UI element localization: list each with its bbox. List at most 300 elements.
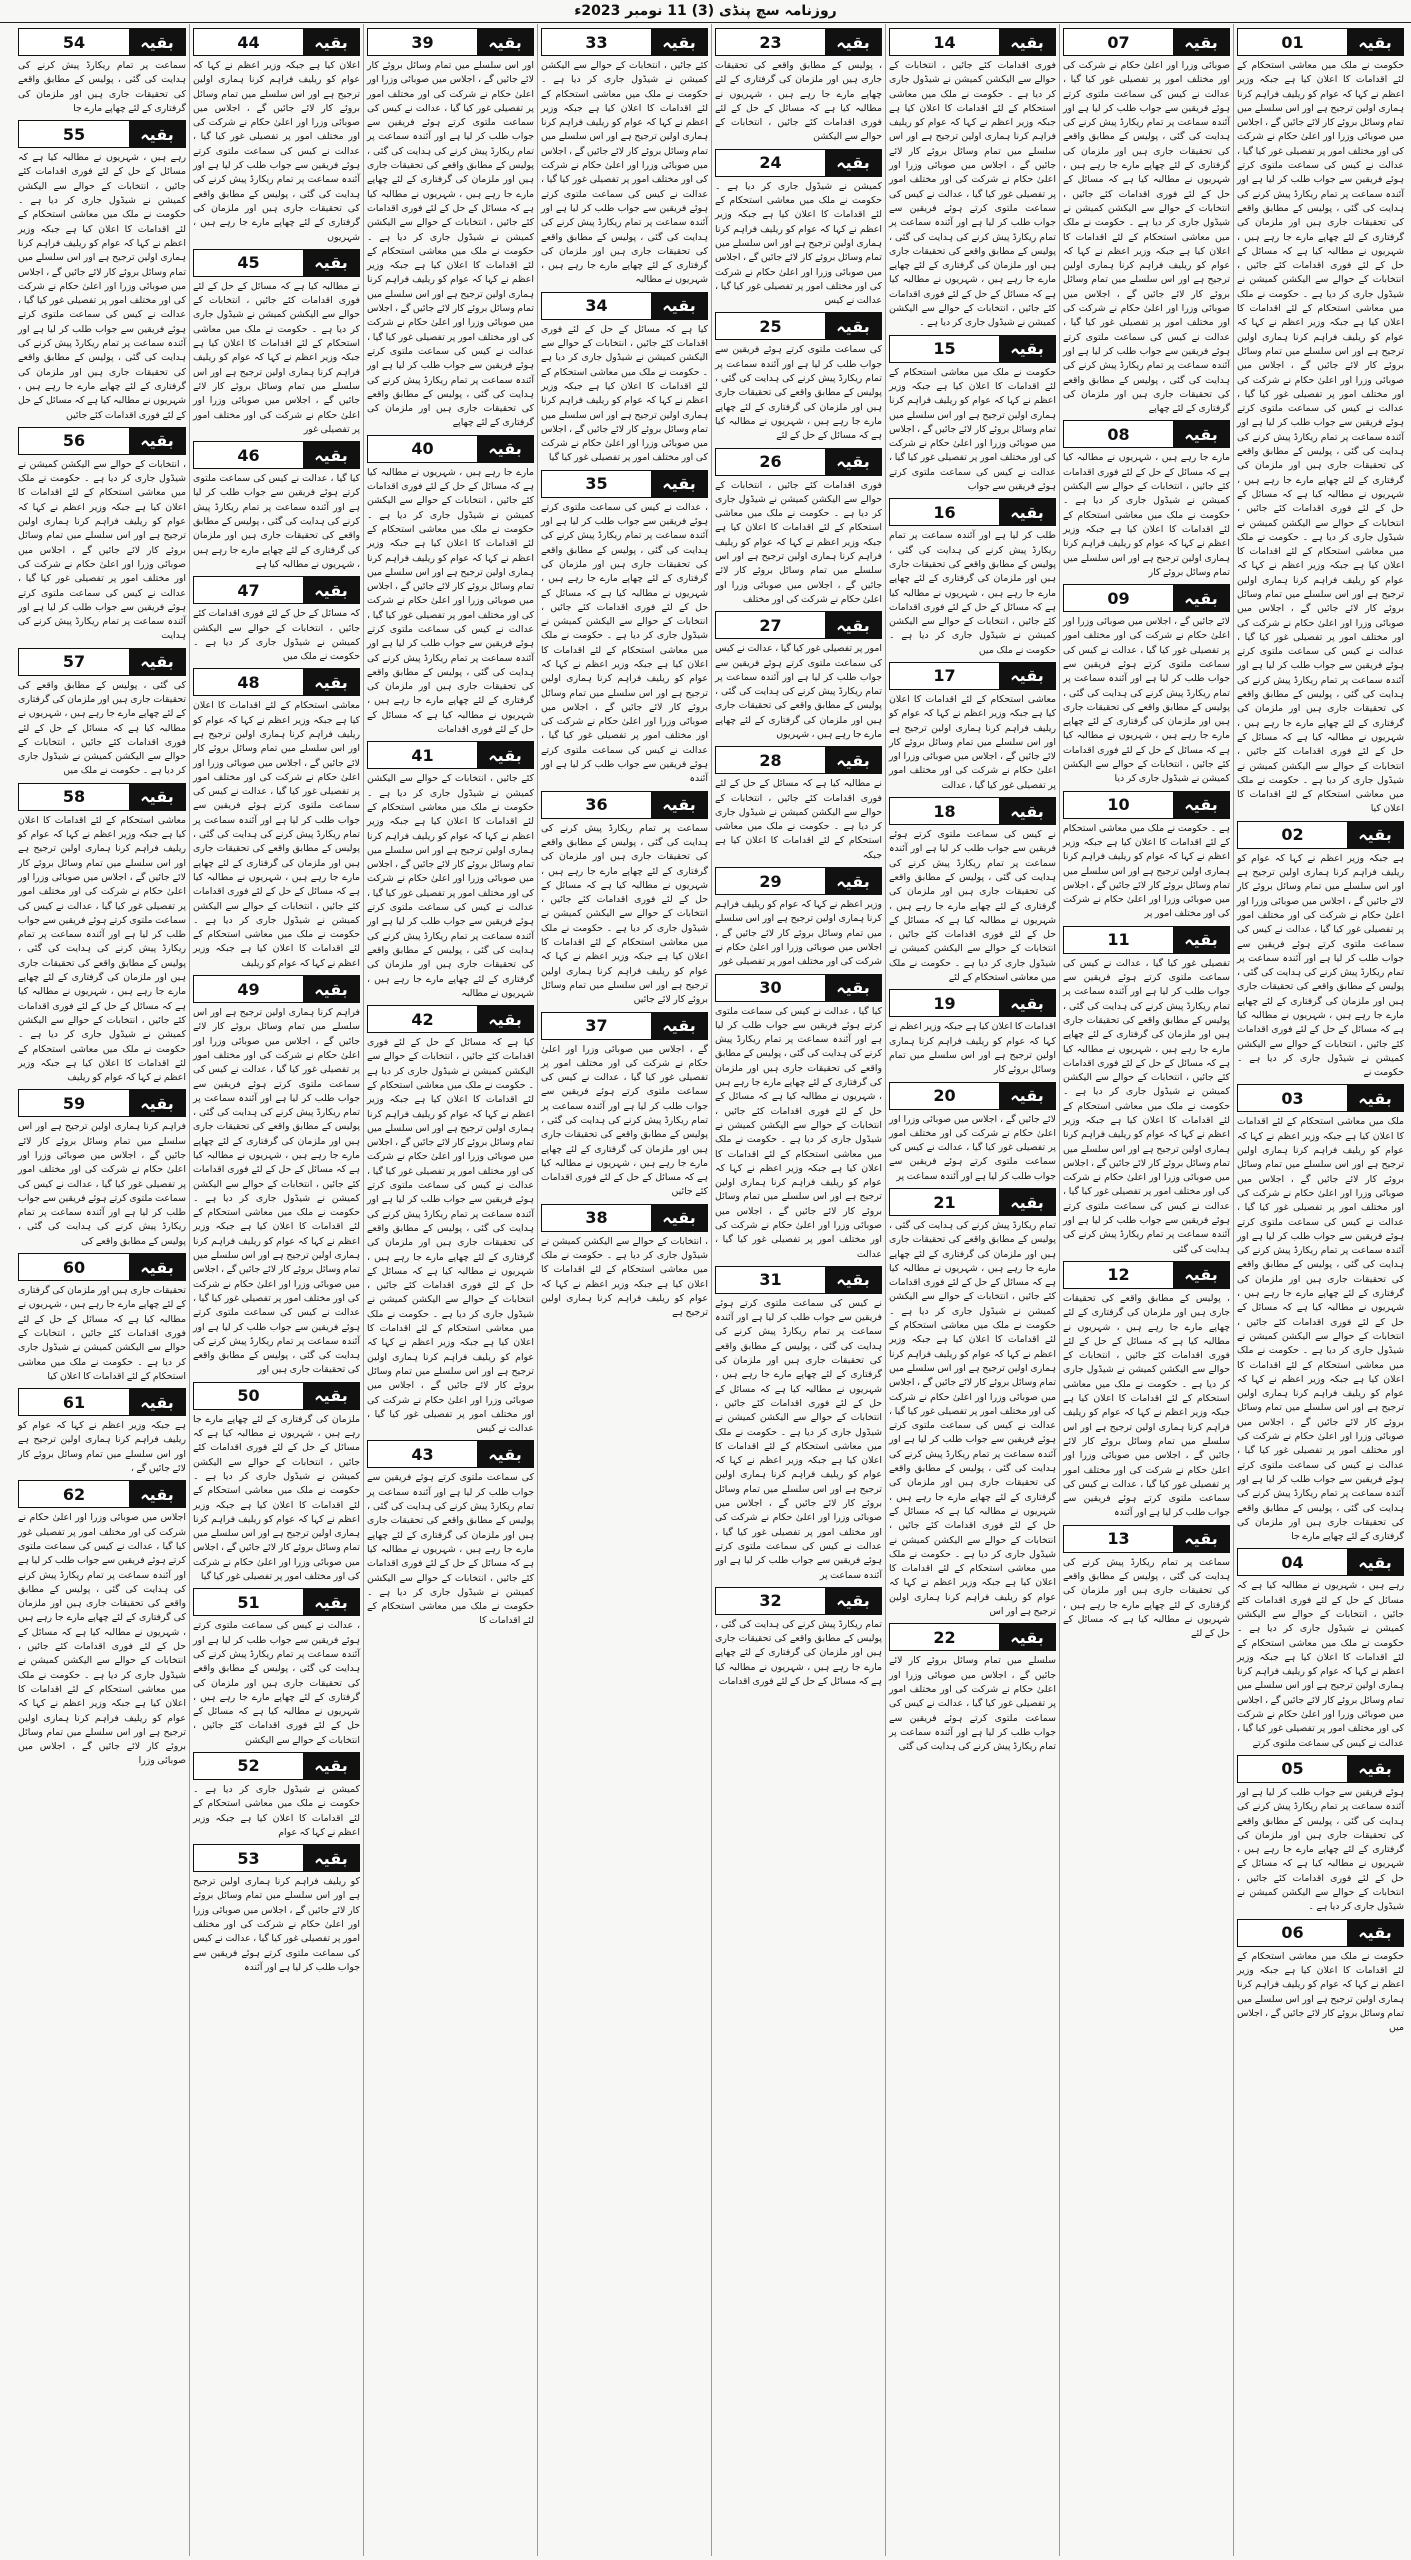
continuation-number: 61	[62, 1392, 86, 1412]
continuation-number: 54	[62, 32, 86, 52]
masthead	[0, 0, 1411, 23]
continuation-number: 52	[237, 1756, 260, 1776]
continuation-block-33	[541, 28, 708, 288]
continuation-header	[193, 1752, 360, 1780]
article-text: ، انتخابات کے حوالے سے الیکشن کمیشن نے شیڈول جاری کر دیا ہے ۔ حکومت نے ملک میں معاشی استحکام کے لئے اقدامات کا اعلان کیا ہے جبکہ وزیر اعظم نے کہا کہ عوام کو ریلیف فراہم کرنا ہماری اولین ترجیح ہے	[541, 1235, 708, 1319]
baqiya-label: بقیہ	[477, 1006, 533, 1032]
continuation-number: 60	[62, 1257, 86, 1277]
baqiya-label: بقیہ	[1173, 1262, 1229, 1288]
continuation-header	[541, 470, 708, 498]
continuation-block-01	[1237, 28, 1404, 817]
continuation-number: 27	[759, 615, 782, 635]
continuation-header	[18, 427, 186, 455]
baqiya-label: بقیہ	[129, 29, 185, 55]
continuation-block-24	[715, 149, 882, 309]
article-text: کیا ہے کہ مسائل کے حل کے لئے فوری اقدامات کئے جائیں ، انتخابات کے حوالے سے الیکشن کمیشن نے شیڈول جاری کر دیا ہے ۔ حکومت نے ملک میں معاشی استحکام کے لئے اقدامات کا اعلان کیا ہے جبکہ وزیر اعظم نے کہا کہ عوام کو ریلیف فراہم کرنا ہماری اولین ترجیح ہے اور اس سلسلے میں تمام وسائل بروئے کار لائے جائیں گے ، اجلاس میں صوبائی وزرا اور اعلیٰ حکام نے شرکت کی اور مختلف امور پر تفصیلی غور کیا گیا ، عدالت نے کیس کی سماعت ملتوی کرتے ہوئے فریقین سے جواب طلب کر لیا ہے اور آئندہ سماعت پر تمام ریکارڈ پیش کرنے کی ہدایت کی گئی ، پولیس کے مطابق واقعے کی تحقیقات جاری ہیں اور ملزمان کی گرفتاری کے لئے چھاپے مارے جا رہے ہیں ، شہریوں نے مطالبہ کیا ہے کہ مسائل کے حل کے لئے فوری اقدامات کئے جائیں ، انتخابات کے حوالے سے الیکشن کمیشن نے شیڈول جاری کر دیا ہے ۔ حکومت نے ملک میں معاشی استحکام کے لئے اقدامات کا اعلان کیا ہے جبکہ وزیر اعظم نے کہا کہ عوام کو ریلیف فراہم کرنا ہماری اولین ترجیح ہے اور اس سلسلے میں تمام وسائل بروئے کار لائے جائیں گے ، اجلاس میں صوبائی وزرا اور اعلیٰ حکام نے شرکت کی اور مختلف امور پر تفصیلی غور کیا گیا ، عدالت نے کیس	[367, 1037, 534, 1435]
article-text: کیا گیا ، عدالت نے کیس کی سماعت ملتوی کرتے ہوئے فریقین سے جواب طلب کر لیا ہے اور آئندہ سماعت پر تمام ریکارڈ پیش کرنے کی ہدایت کی گئی ، پولیس کے مطابق واقعے کی تحقیقات جاری ہیں اور ملزمان کی گرفتاری کے لئے چھاپے مارے جا رہے ہیں ، شہریوں نے مطالبہ کیا ہے کہ مسائل کے حل کے لئے فوری اقدامات کئے جائیں ، انتخابات کے حوالے سے الیکشن کمیشن نے شیڈول جاری کر دیا ہے ۔ حکومت نے ملک میں معاشی استحکام کے لئے اقدامات کا اعلان کیا ہے جبکہ وزیر اعظم نے کہا کہ عوام کو ریلیف فراہم کرنا ہماری اولین ترجیح ہے اور اس سلسلے میں تمام وسائل بروئے کار لائے جائیں گے ، اجلاس میں صوبائی وزرا اور اعلیٰ حکام نے شرکت کی اور مختلف امور پر تفصیلی غور کیا گیا ، عدالت	[715, 1005, 882, 1260]
article-text: معاشی استحکام کے لئے اقدامات کا اعلان کیا ہے جبکہ وزیر اعظم نے کہا کہ عوام کو ریلیف فراہم کرنا ہماری اولین ترجیح ہے اور اس سلسلے میں تمام وسائل بروئے کار لائے جائیں گے ، اجلاس میں صوبائی وزرا اور اعلیٰ حکام نے شرکت کی اور مختلف امور پر تفصیلی غور کیا گیا ، عدالت نے کیس کی سماعت ملتوی کرتے ہوئے فریقین سے جواب طلب کر لیا ہے اور آئندہ سماعت پر تمام ریکارڈ پیش کرنے کی ہدایت کی گئی ، پولیس کے مطابق واقعے کی تحقیقات جاری ہیں اور ملزمان کی گرفتاری کے لئے چھاپے مارے جا رہے ہیں ، شہریوں نے مطالبہ کیا ہے کہ مسائل کے حل کے لئے فوری اقدامات کئے جائیں ، انتخابات کے حوالے سے الیکشن کمیشن نے شیڈول جاری کر دیا ہے ۔ حکومت نے ملک میں معاشی استحکام کے لئے اقدامات کا اعلان کیا ہے جبکہ وزیر اعظم نے کہا کہ عوام کو ریلیف	[193, 700, 360, 969]
continuation-number: 31	[759, 1270, 782, 1290]
continuation-header	[18, 1253, 186, 1281]
article-text: وزیر اعظم نے کہا کہ عوام کو ریلیف فراہم کرنا ہماری اولین ترجیح ہے اور اس سلسلے میں تمام وسائل بروئے کار لائے جائیں گے ، اجلاس میں صوبائی وزرا اور اعلیٰ حکام نے شرکت کی اور مختلف امور پر تفصیلی غور	[715, 899, 882, 968]
baqiya-label: بقیہ	[651, 29, 707, 55]
article-text: تحقیقات جاری ہیں اور ملزمان کی گرفتاری کے لئے چھاپے مارے جا رہے ہیں ، شہریوں نے مطالبہ کیا ہے کہ مسائل کے حل کے لئے فوری اقدامات کئے جائیں ، انتخابات کے حوالے سے الیکشن کمیشن نے شیڈول جاری کر دیا ہے ۔ حکومت نے ملک میں معاشی استحکام کے لئے اقدامات کا اعلان کیا	[18, 1285, 186, 1382]
baqiya-label: بقیہ	[1173, 1526, 1229, 1552]
baqiya-label: بقیہ	[825, 449, 881, 475]
continuation-header	[1063, 584, 1230, 612]
continuation-header	[889, 1623, 1056, 1651]
article-text: ، انتخابات کے حوالے سے الیکشن کمیشن نے شیڈول جاری کر دیا ہے ۔ حکومت نے ملک میں معاشی استحکام کے لئے اقدامات کا اعلان کیا ہے جبکہ وزیر اعظم نے کہا کہ عوام کو ریلیف فراہم کرنا ہماری اولین ترجیح ہے اور اس سلسلے میں تمام وسائل بروئے کار لائے جائیں گے ، اجلاس میں صوبائی وزرا اور اعلیٰ حکام نے شرکت کی اور مختلف امور پر تفصیلی غور کیا گیا ، عدالت نے کیس کی سماعت ملتوی کرتے ہوئے فریقین سے جواب طلب کر لیا ہے اور آئندہ سماعت پر تمام ریکارڈ پیش کرنے کی ہدایت	[18, 458, 186, 642]
continuation-block-50	[193, 1382, 360, 1585]
column-8	[15, 24, 189, 2556]
column-6	[363, 24, 537, 2556]
continuation-number: 34	[585, 296, 608, 316]
continuation-block-39	[367, 28, 534, 431]
baqiya-label: بقیہ	[825, 612, 881, 638]
baqiya-label: بقیہ	[999, 1624, 1055, 1650]
continuation-number: 53	[237, 1848, 260, 1868]
continuation-number: 16	[933, 502, 956, 522]
baqiya-label: بقیہ	[1347, 1920, 1403, 1946]
continuation-header	[18, 1388, 186, 1416]
continuation-number: 13	[1107, 1529, 1130, 1549]
continuation-block-14	[889, 28, 1056, 331]
continuation-header	[889, 498, 1056, 526]
article-text: فوری اقدامات کئے جائیں ، انتخابات کے حوالے سے الیکشن کمیشن نے شیڈول جاری کر دیا ہے ۔ حکومت نے ملک میں معاشی استحکام کے لئے اقدامات کا اعلان کیا ہے جبکہ وزیر اعظم نے کہا کہ عوام کو ریلیف فراہم کرنا ہماری اولین ترجیح ہے اور اس سلسلے میں تمام وسائل بروئے کار لائے جائیں گے ، اجلاس میں صوبائی وزرا اور اعلیٰ حکام نے شرکت کی اور مختلف	[715, 479, 882, 605]
continuation-header	[715, 448, 882, 476]
continuation-header	[715, 28, 882, 56]
continuation-number: 43	[411, 1444, 434, 1464]
column-7	[189, 24, 363, 2556]
article-text: ملزمان کی گرفتاری کے لئے چھاپے مارے جا رہے ہیں ، شہریوں نے مطالبہ کیا ہے کہ مسائل کے حل کے لئے فوری اقدامات کئے جائیں ، انتخابات کے حوالے سے الیکشن کمیشن نے شیڈول جاری کر دیا ہے ۔ حکومت نے ملک میں معاشی استحکام کے لئے اقدامات کا اعلان کیا ہے جبکہ وزیر اعظم نے کہا کہ عوام کو ریلیف فراہم کرنا ہماری اولین ترجیح ہے اور اس سلسلے میں تمام وسائل بروئے کار لائے جائیں گے ، اجلاس میں صوبائی وزرا اور اعلیٰ حکام نے شرکت کی اور مختلف امور پر تفصیلی غور کیا گیا	[193, 1413, 360, 1583]
continuation-header	[715, 1266, 882, 1294]
baqiya-label: بقیہ	[303, 442, 359, 468]
continuation-header	[367, 1005, 534, 1033]
continuation-number: 09	[1107, 588, 1130, 608]
article-text: کئے جائیں ، انتخابات کے حوالے سے الیکشن کمیشن نے شیڈول جاری کر دیا ہے ۔ حکومت نے ملک میں معاشی استحکام کے لئے اقدامات کا اعلان کیا ہے جبکہ وزیر اعظم نے کہا کہ عوام کو ریلیف فراہم کرنا ہماری اولین ترجیح ہے اور اس سلسلے میں تمام وسائل بروئے کار لائے جائیں گے ، اجلاس میں صوبائی وزرا اور اعلیٰ حکام نے شرکت کی اور مختلف امور پر تفصیلی غور کیا گیا ، عدالت نے کیس کی سماعت ملتوی کرتے ہوئے فریقین سے جواب طلب کر لیا ہے اور آئندہ سماعت پر تمام ریکارڈ پیش کرنے کی ہدایت کی گئی ، پولیس کے مطابق واقعے کی تحقیقات جاری ہیں اور ملزمان کی گرفتاری کے لئے چھاپے مارے جا رہے ہیں ، شہریوں نے مطالبہ	[367, 773, 534, 999]
article-text: ہوئے فریقین سے جواب طلب کر لیا ہے اور آئندہ سماعت پر تمام ریکارڈ پیش کرنے کی ہدایت کی گئی ، پولیس کے مطابق واقعے کی تحقیقات جاری ہیں اور ملزمان کی گرفتاری کے لئے چھاپے مارے جا رہے ہیں ، شہریوں نے مطالبہ کیا ہے کہ مسائل کے حل کے لئے فوری اقدامات کئے جائیں ، انتخابات کے حوالے سے الیکشن کمیشن نے شیڈول جاری کر دیا ہے ۔	[1237, 1786, 1404, 1913]
article-text: گے ، اجلاس میں صوبائی وزرا اور اعلیٰ حکام نے شرکت کی اور مختلف امور پر تفصیلی غور کیا گیا ، عدالت نے کیس کی سماعت ملتوی کرتے ہوئے فریقین سے جواب طلب کر لیا ہے اور آئندہ سماعت پر تمام ریکارڈ پیش کرنے کی ہدایت کی گئی ، پولیس کے مطابق واقعے کی تحقیقات جاری ہیں اور ملزمان کی گرفتاری کے لئے چھاپے مارے جا رہے ہیں ، شہریوں نے مطالبہ کیا ہے کہ مسائل کے حل کے لئے فوری اقدامات کئے جائیں	[541, 1043, 708, 1198]
continuation-header	[193, 1588, 360, 1616]
baqiya-label: بقیہ	[999, 499, 1055, 525]
baqiya-label: بقیہ	[825, 1267, 881, 1293]
article-text: اجلاس میں صوبائی وزرا اور اعلیٰ حکام نے شرکت کی اور مختلف امور پر تفصیلی غور کیا گیا ، عدالت نے کیس کی سماعت ملتوی کرتے ہوئے فریقین سے جواب طلب کر لیا ہے اور آئندہ سماعت پر تمام ریکارڈ پیش کرنے کی ہدایت کی گئی ، پولیس کے مطابق واقعے کی تحقیقات جاری ہیں اور ملزمان کی گرفتاری کے لئے چھاپے مارے جا رہے ہیں ، شہریوں نے مطالبہ کیا ہے کہ مسائل کے حل کے لئے فوری اقدامات کئے جائیں ، انتخابات کے حوالے سے الیکشن کمیشن نے شیڈول جاری کر دیا ہے ۔ حکومت نے ملک میں معاشی استحکام کے لئے اقدامات کا اعلان کیا ہے جبکہ وزیر اعظم نے کہا کہ عوام کو ریلیف فراہم کرنا ہماری اولین ترجیح ہے اور اس سلسلے میں تمام وسائل بروئے کار لائے جائیں گے ، اجلاس میں صوبائی وزرا	[18, 1512, 186, 1767]
column-5	[537, 24, 711, 2556]
continuation-number: 23	[759, 32, 782, 52]
continuation-block-13	[1063, 1525, 1230, 1642]
baqiya-label: بقیہ	[1173, 29, 1229, 55]
continuation-header	[889, 1188, 1056, 1216]
article-text: تمام ریکارڈ پیش کرنے کی ہدایت کی گئی ، پولیس کے مطابق واقعے کی تحقیقات جاری ہیں اور ملزمان کی گرفتاری کے لئے چھاپے مارے جا رہے ہیں ، شہریوں نے مطالبہ کیا ہے کہ مسائل کے حل کے لئے فوری اقدامات	[715, 1618, 882, 1688]
continuation-number: 05	[1281, 1759, 1304, 1779]
article-text: نے کیس کی سماعت ملتوی کرتے ہوئے فریقین سے جواب طلب کر لیا ہے اور آئندہ سماعت پر تمام ریکارڈ پیش کرنے کی ہدایت کی گئی ، پولیس کے مطابق واقعے کی تحقیقات جاری ہیں اور ملزمان کی گرفتاری کے لئے چھاپے مارے جا رہے ہیں ، شہریوں نے مطالبہ کیا ہے کہ مسائل کے حل کے لئے فوری اقدامات کئے جائیں ، انتخابات کے حوالے سے الیکشن کمیشن نے شیڈول جاری کر دیا ہے ۔ حکومت نے ملک میں معاشی استحکام کے لئے	[889, 829, 1056, 984]
article-text: حکومت نے ملک میں معاشی استحکام کے لئے اقدامات کا اعلان کیا ہے جبکہ وزیر اعظم نے کہا کہ عوام کو ریلیف فراہم کرنا ہماری اولین ترجیح ہے اور اس سلسلے میں تمام وسائل بروئے کار لائے جائیں گے ، اجلاس میں صوبائی وزرا اور اعلیٰ حکام نے شرکت کی اور مختلف امور پر تفصیلی غور کیا گیا ، عدالت نے کیس کی سماعت ملتوی کرتے ہوئے فریقین سے جواب طلب کر لیا ہے اور آئندہ سماعت پر تمام ریکارڈ پیش کرنے کی ہدایت کی گئی ، پولیس کے مطابق واقعے کی تحقیقات جاری ہیں اور ملزمان کی گرفتاری کے لئے چھاپے مارے جا رہے ہیں ، شہریوں نے مطالبہ کیا ہے کہ مسائل کے حل کے لئے فوری اقدامات کئے جائیں ، انتخابات کے حوالے سے الیکشن کمیشن نے شیڈول جاری کر دیا ہے ۔ حکومت نے ملک میں معاشی استحکام کے لئے اقدامات کا اعلان کیا ہے جبکہ وزیر اعظم نے کہا کہ عوام کو ریلیف فراہم کرنا ہماری اولین ترجیح ہے اور اس سلسلے میں تمام وسائل بروئے کار لائے جائیں گے ، اجلاس میں صوبائی وزرا اور اعلیٰ حکام نے شرکت کی اور مختلف امور پر تفصیلی غور کیا گیا ، عدالت نے کیس کی سماعت ملتوی کرتے ہوئے فریقین سے جواب طلب کر لیا ہے اور آئندہ سماعت پر تمام ریکارڈ پیش کرنے کی ہدایت کی گئی ، پولیس کے مطابق واقعے کی تحقیقات جاری ہیں اور ملزمان کی گرفتاری کے لئے چھاپے مارے جا رہے ہیں ، شہریوں نے مطالبہ کیا ہے کہ مسائل کے حل کے لئے فوری اقدامات کئے جائیں ، انتخابات کے حوالے سے الیکشن کمیشن نے شیڈول جاری کر دیا ہے ۔ حکومت نے ملک میں معاشی استحکام کے لئے اقدامات کا اعلان کیا ہے جبکہ وزیر اعظم نے کہا کہ عوام کو ریلیف فراہم کرنا ہماری اولین ترجیح ہے اور اس سلسلے میں تمام وسائل بروئے کار لائے جائیں گے ، اجلاس میں صوبائی وزرا اور اعلیٰ حکام نے شرکت کی اور مختلف امور پر تفصیلی غور کیا گیا ، عدالت نے کیس کی سماعت ملتوی کرتے ہوئے فریقین سے جواب طلب کر لیا ہے اور آئندہ سماعت پر تمام ریکارڈ پیش کرنے کی ہدایت کی گئی ، پولیس کے مطابق واقعے کی تحقیقات جاری ہیں اور ملزمان کی گرفتاری کے لئے چھاپے مارے جا رہے ہیں ، شہریوں نے مطالبہ کیا ہے کہ مسائل کے حل کے لئے فوری اقدامات کئے جائیں ، انتخابات کے حوالے سے الیکشن کمیشن نے شیڈول جاری کر دیا ہے ۔ حکومت نے ملک میں معاشی استحکام کے لئے اقدامات کا اعلان کیا	[1237, 60, 1404, 815]
continuation-header	[715, 746, 882, 774]
continuation-header	[18, 1089, 186, 1117]
continuation-block-22	[889, 1623, 1056, 1754]
continuation-header	[715, 867, 882, 895]
article-text: کہ مسائل کے حل کے لئے فوری اقدامات کئے جائیں ، انتخابات کے حوالے سے الیکشن کمیشن نے شیڈول جاری کر دیا ہے ۔ حکومت نے ملک میں	[193, 608, 360, 663]
continuation-header	[715, 1587, 882, 1615]
continuation-number: 25	[759, 316, 782, 336]
baqiya-label: بقیہ	[1173, 421, 1229, 447]
continuation-block-17	[889, 662, 1056, 793]
continuation-number: 35	[585, 474, 608, 494]
article-text: معاشی استحکام کے لئے اقدامات کا اعلان کیا ہے جبکہ وزیر اعظم نے کہا کہ عوام کو ریلیف فراہم کرنا ہماری اولین ترجیح ہے اور اس سلسلے میں تمام وسائل بروئے کار لائے جائیں گے ، اجلاس میں صوبائی وزرا اور اعلیٰ حکام نے شرکت کی اور مختلف امور پر تفصیلی غور کیا گیا ، عدالت نے کیس کی سماعت ملتوی کرتے ہوئے فریقین سے جواب طلب کر لیا ہے اور آئندہ سماعت پر تمام ریکارڈ پیش کرنے کی ہدایت کی گئی ، پولیس کے مطابق واقعے کی تحقیقات جاری ہیں اور ملزمان کی گرفتاری کے لئے چھاپے مارے جا رہے ہیں ، شہریوں نے مطالبہ کیا ہے کہ مسائل کے حل کے لئے فوری اقدامات کئے جائیں ، انتخابات کے حوالے سے الیکشن کمیشن نے شیڈول جاری کر دیا ہے ۔ حکومت نے ملک میں معاشی استحکام کے لئے اقدامات کا اعلان کیا ہے جبکہ وزیر اعظم نے کہا کہ عوام کو ریلیف	[18, 814, 186, 1084]
continuation-block-52	[193, 1752, 360, 1840]
continuation-header	[715, 974, 882, 1002]
article-text: اعلان کیا ہے جبکہ وزیر اعظم نے کہا کہ عوام کو ریلیف فراہم کرنا ہماری اولین ترجیح ہے اور اس سلسلے میں تمام وسائل بروئے کار لائے جائیں گے ، اجلاس میں صوبائی وزرا اور اعلیٰ حکام نے شرکت کی اور مختلف امور پر تفصیلی غور کیا گیا ، عدالت نے کیس کی سماعت ملتوی کرتے ہوئے فریقین سے جواب طلب کر لیا ہے اور آئندہ سماعت پر تمام ریکارڈ پیش کرنے کی ہدایت کی گئی ، پولیس کے مطابق واقعے کی تحقیقات جاری ہیں اور ملزمان کی گرفتاری کے لئے چھاپے مارے جا رہے ہیں ، شہریوں	[193, 60, 360, 243]
baqiya-label: بقیہ	[651, 792, 707, 818]
continuation-block-19	[889, 989, 1056, 1077]
baqiya-label: بقیہ	[651, 1205, 707, 1231]
continuation-header	[193, 28, 360, 56]
continuation-header	[889, 28, 1056, 56]
continuation-header	[367, 435, 534, 463]
continuation-block-46	[193, 441, 360, 572]
baqiya-label: بقیہ	[1347, 1549, 1403, 1575]
continuation-block-10	[1063, 791, 1230, 922]
baqiya-label: بقیہ	[1347, 1085, 1403, 1111]
baqiya-label: بقیہ	[825, 313, 881, 339]
baqiya-label: بقیہ	[825, 747, 881, 773]
baqiya-label: بقیہ	[303, 1383, 359, 1409]
continuation-block-49	[193, 975, 360, 1378]
continuation-block-48	[193, 668, 360, 971]
column-2	[1059, 24, 1233, 2556]
continuation-number: 48	[237, 672, 260, 692]
continuation-number: 32	[759, 1591, 782, 1611]
article-text: مارے جا رہے ہیں ، شہریوں نے مطالبہ کیا ہے کہ مسائل کے حل کے لئے فوری اقدامات کئے جائیں ، انتخابات کے حوالے سے الیکشن کمیشن نے شیڈول جاری کر دیا ہے ۔ حکومت نے ملک میں معاشی استحکام کے لئے اقدامات کا اعلان کیا ہے جبکہ وزیر اعظم نے کہا کہ عوام کو ریلیف فراہم کرنا ہماری اولین ترجیح ہے اور اس سلسلے میں تمام وسائل بروئے کار لائے جائیں گے ، اجلاس میں صوبائی وزرا اور اعلیٰ حکام نے شرکت کی اور مختلف امور پر تفصیلی غور کیا گیا ، عدالت نے کیس کی سماعت ملتوی کرتے ہوئے فریقین سے جواب طلب کر لیا ہے اور آئندہ سماعت پر تمام ریکارڈ پیش کرنے کی ہدایت کی گئی ، پولیس کے مطابق واقعے کی تحقیقات جاری ہیں اور ملزمان کی گرفتاری کے لئے چھاپے مارے جا رہے ہیں ، شہریوں نے مطالبہ کیا ہے کہ مسائل کے حل کے لئے فوری اقدامات	[367, 466, 534, 736]
baqiya-label: بقیہ	[129, 1481, 185, 1507]
continuation-number: 22	[933, 1627, 956, 1647]
page-columns	[4, 24, 1407, 2556]
continuation-block-37	[541, 1012, 708, 1200]
masthead-title: روزنامہ سچ پنڈی (3) 11 نومبر 2023ء	[574, 3, 837, 19]
baqiya-label: بقیہ	[129, 1389, 185, 1415]
baqiya-label: بقیہ	[303, 1589, 359, 1615]
column-3	[885, 24, 1059, 2556]
continuation-block-34	[541, 292, 708, 466]
continuation-block-36	[541, 791, 708, 1008]
continuation-number: 14	[933, 32, 956, 52]
baqiya-label: بقیہ	[651, 471, 707, 497]
continuation-number: 38	[585, 1208, 608, 1228]
continuation-header	[541, 1012, 708, 1040]
continuation-number: 07	[1107, 32, 1130, 52]
article-text: ، عدالت نے کیس کی سماعت ملتوی کرتے ہوئے فریقین سے جواب طلب کر لیا ہے اور آئندہ سماعت پر تمام ریکارڈ پیش کرنے کی ہدایت کی گئی ، پولیس کے مطابق واقعے کی تحقیقات جاری ہیں اور ملزمان کی گرفتاری کے لئے چھاپے مارے جا رہے ہیں ، شہریوں نے مطالبہ کیا ہے کہ مسائل کے حل کے لئے فوری اقدامات کئے جائیں ، انتخابات کے حوالے سے الیکشن	[193, 1620, 360, 1746]
continuation-header	[715, 312, 882, 340]
continuation-header	[193, 576, 360, 604]
article-text: ملک میں معاشی استحکام کے لئے اقدامات کا اعلان کیا ہے جبکہ وزیر اعظم نے کہا کہ عوام کو ریلیف فراہم کرنا ہماری اولین ترجیح ہے اور اس سلسلے میں تمام وسائل بروئے کار لائے جائیں گے ، اجلاس میں صوبائی وزرا اور اعلیٰ حکام نے شرکت کی اور مختلف امور پر تفصیلی غور کیا گیا ، عدالت نے کیس کی سماعت ملتوی کرتے ہوئے فریقین سے جواب طلب کر لیا ہے اور آئندہ سماعت پر تمام ریکارڈ پیش کرنے کی ہدایت کی گئی ، پولیس کے مطابق واقعے کی تحقیقات جاری ہیں اور ملزمان کی گرفتاری کے لئے چھاپے مارے جا رہے ہیں ، شہریوں نے مطالبہ کیا ہے کہ مسائل کے حل کے لئے فوری اقدامات کئے جائیں ، انتخابات کے حوالے سے الیکشن کمیشن نے شیڈول جاری کر دیا ہے ۔ حکومت نے ملک میں معاشی استحکام کے لئے اقدامات کا اعلان کیا ہے جبکہ وزیر اعظم نے کہا کہ عوام کو ریلیف فراہم کرنا ہماری اولین ترجیح ہے اور اس سلسلے میں تمام وسائل بروئے کار لائے جائیں گے ، اجلاس میں صوبائی وزرا اور اعلیٰ حکام نے شرکت کی اور مختلف امور پر تفصیلی غور کیا گیا ، عدالت نے کیس کی سماعت ملتوی کرتے ہوئے فریقین سے جواب طلب کر لیا ہے اور آئندہ سماعت پر تمام ریکارڈ پیش کرنے کی ہدایت کی گئی ، پولیس کے مطابق واقعے کی تحقیقات جاری ہیں اور ملزمان کی گرفتاری کے لئے چھاپے مارے جا	[1237, 1116, 1404, 1543]
continuation-block-30	[715, 974, 882, 1262]
continuation-header	[889, 797, 1056, 825]
baqiya-label: بقیہ	[825, 29, 881, 55]
baqiya-label: بقیہ	[303, 1845, 359, 1871]
continuation-number: 47	[237, 580, 260, 600]
article-text: نے مطالبہ کیا ہے کہ مسائل کے حل کے لئے فوری اقدامات کئے جائیں ، انتخابات کے حوالے سے الیکشن کمیشن نے شیڈول جاری کر دیا ہے ۔ حکومت نے ملک میں معاشی استحکام کے لئے اقدامات کا اعلان کیا ہے جبکہ وزیر اعظم نے کہا کہ عوام کو ریلیف فراہم کرنا ہماری اولین ترجیح ہے اور اس سلسلے میں تمام وسائل بروئے کار لائے جائیں گے ، اجلاس میں صوبائی وزرا اور اعلیٰ حکام نے شرکت کی اور مختلف امور پر تفصیلی غور	[193, 280, 360, 435]
article-text: فوری اقدامات کئے جائیں ، انتخابات کے حوالے سے الیکشن کمیشن نے شیڈول جاری کر دیا ہے ۔ حکومت نے ملک میں معاشی استحکام کے لئے اقدامات کا اعلان کیا ہے جبکہ وزیر اعظم نے کہا کہ عوام کو ریلیف فراہم کرنا ہماری اولین ترجیح ہے اور اس سلسلے میں تمام وسائل بروئے کار لائے جائیں گے ، اجلاس میں صوبائی وزرا اور اعلیٰ حکام نے شرکت کی اور مختلف امور پر تفصیلی غور کیا گیا ، عدالت نے کیس کی سماعت ملتوی کرتے ہوئے فریقین سے جواب طلب کر لیا ہے اور آئندہ سماعت پر تمام ریکارڈ پیش کرنے کی ہدایت کی گئی ، پولیس کے مطابق واقعے کی تحقیقات جاری ہیں اور ملزمان کی گرفتاری کے لئے چھاپے مارے جا رہے ہیں ، شہریوں نے مطالبہ کیا ہے کہ مسائل کے حل کے لئے فوری اقدامات کئے جائیں ، انتخابات کے حوالے سے الیکشن کمیشن نے شیڈول جاری کر دیا ہے ۔	[889, 60, 1056, 329]
continuation-number: 56	[62, 431, 86, 451]
continuation-block-23	[715, 28, 882, 145]
baqiya-label: بقیہ	[129, 1090, 185, 1116]
continuation-number: 28	[759, 750, 782, 770]
continuation-block-29	[715, 867, 882, 969]
continuation-block-47	[193, 576, 360, 664]
continuation-block-05	[1237, 1755, 1404, 1915]
continuation-number: 44	[237, 32, 260, 52]
continuation-number: 08	[1107, 424, 1130, 444]
continuation-header	[1063, 28, 1230, 56]
article-text: فراہم کرنا ہماری اولین ترجیح ہے اور اس سلسلے میں تمام وسائل بروئے کار لائے جائیں گے ، اجلاس میں صوبائی وزرا اور اعلیٰ حکام نے شرکت کی اور مختلف امور پر تفصیلی غور کیا گیا ، عدالت نے کیس کی سماعت ملتوی کرتے ہوئے فریقین سے جواب طلب کر لیا ہے اور آئندہ سماعت پر تمام ریکارڈ پیش کرنے کی ہدایت کی گئی ، پولیس کے مطابق واقعے کی تحقیقات جاری ہیں اور ملزمان کی گرفتاری کے لئے چھاپے مارے جا رہے ہیں ، شہریوں نے مطالبہ کیا ہے کہ مسائل کے حل کے لئے فوری اقدامات کئے جائیں ، انتخابات کے حوالے سے الیکشن کمیشن نے شیڈول جاری کر دیا ہے ۔ حکومت نے ملک میں معاشی استحکام کے لئے اقدامات کا اعلان کیا ہے جبکہ وزیر اعظم نے کہا کہ عوام کو ریلیف فراہم کرنا ہماری اولین ترجیح ہے اور اس سلسلے میں تمام وسائل بروئے کار لائے جائیں گے ، اجلاس میں صوبائی وزرا اور اعلیٰ حکام نے شرکت کی اور مختلف امور پر تفصیلی غور کیا گیا ، عدالت نے کیس کی سماعت ملتوی کرتے ہوئے فریقین سے جواب طلب کر لیا ہے اور آئندہ سماعت پر تمام ریکارڈ پیش کرنے کی ہدایت کی گئی ، پولیس کے مطابق واقعے کی تحقیقات جاری ہیں اور	[193, 1007, 360, 1376]
continuation-number: 11	[1107, 930, 1130, 950]
article-text: کی گئی ، پولیس کے مطابق واقعے کی تحقیقات جاری ہیں اور ملزمان کی گرفتاری کے لئے چھاپے مارے جا رہے ہیں ، شہریوں نے مطالبہ کیا ہے کہ مسائل کے حل کے لئے فوری اقدامات کئے جائیں ، انتخابات کے حوالے سے الیکشن کمیشن نے شیڈول جاری کر دیا ہے ۔ حکومت نے ملک میں	[18, 679, 186, 777]
continuation-header	[18, 1480, 186, 1508]
baqiya-label: بقیہ	[129, 784, 185, 810]
continuation-number: 17	[933, 666, 956, 686]
article-text: تمام ریکارڈ پیش کرنے کی ہدایت کی گئی ، پولیس کے مطابق واقعے کی تحقیقات جاری ہیں اور ملزمان کی گرفتاری کے لئے چھاپے مارے جا رہے ہیں ، شہریوں نے مطالبہ کیا ہے کہ مسائل کے حل کے لئے فوری اقدامات کئے جائیں ، انتخابات کے حوالے سے الیکشن کمیشن نے شیڈول جاری کر دیا ہے ۔ حکومت نے ملک میں معاشی استحکام کے لئے اقدامات کا اعلان کیا ہے جبکہ وزیر اعظم نے کہا کہ عوام کو ریلیف فراہم کرنا ہماری اولین ترجیح ہے اور اس سلسلے میں تمام وسائل بروئے کار لائے جائیں گے ، اجلاس میں صوبائی وزرا اور اعلیٰ حکام نے شرکت کی اور مختلف امور پر تفصیلی غور کیا گیا ، عدالت نے کیس کی سماعت ملتوی کرتے ہوئے فریقین سے جواب طلب کر لیا ہے اور آئندہ سماعت پر تمام ریکارڈ پیش کرنے کی ہدایت کی گئی ، پولیس کے مطابق واقعے کی تحقیقات جاری ہیں اور ملزمان کی گرفتاری کے لئے چھاپے مارے جا رہے ہیں ، شہریوں نے مطالبہ کیا ہے کہ مسائل کے حل کے لئے فوری اقدامات کئے جائیں ، انتخابات کے حوالے سے الیکشن کمیشن نے شیڈول جاری کر دیا ہے ۔ حکومت نے ملک میں معاشی استحکام کے لئے اقدامات کا اعلان کیا ہے جبکہ وزیر اعظم نے کہا کہ عوام کو ریلیف فراہم کرنا ہماری اولین ترجیح ہے اور اس	[889, 1220, 1056, 1618]
continuation-number: 15	[933, 339, 956, 359]
continuation-block-09	[1063, 584, 1230, 787]
continuation-number: 49	[237, 979, 260, 999]
continuation-block-08	[1063, 420, 1230, 580]
continuation-block-02	[1237, 821, 1404, 1081]
continuation-number: 46	[237, 445, 260, 465]
continuation-header	[715, 149, 882, 177]
baqiya-label: بقیہ	[999, 29, 1055, 55]
continuation-header	[367, 1440, 534, 1468]
continuation-block-20	[889, 1082, 1056, 1184]
article-text: معاشی استحکام کے لئے اقدامات کا اعلان کیا ہے جبکہ وزیر اعظم نے کہا کہ عوام کو ریلیف فراہم کرنا ہماری اولین ترجیح ہے اور اس سلسلے میں تمام وسائل بروئے کار لائے جائیں گے ، اجلاس میں صوبائی وزرا اور اعلیٰ حکام نے شرکت کی اور مختلف امور پر تفصیلی غور کیا گیا ، عدالت	[889, 693, 1056, 791]
article-text: نے کیس کی سماعت ملتوی کرتے ہوئے فریقین سے جواب طلب کر لیا ہے اور آئندہ سماعت پر تمام ریکارڈ پیش کرنے کی ہدایت کی گئی ، پولیس کے مطابق واقعے کی تحقیقات جاری ہیں اور ملزمان کی گرفتاری کے لئے چھاپے مارے جا رہے ہیں ، شہریوں نے مطالبہ کیا ہے کہ مسائل کے حل کے لئے فوری اقدامات کئے جائیں ، انتخابات کے حوالے سے الیکشن کمیشن نے شیڈول جاری کر دیا ہے ۔ حکومت نے ملک میں معاشی استحکام کے لئے اقدامات کا اعلان کیا ہے جبکہ وزیر اعظم نے کہا کہ عوام کو ریلیف فراہم کرنا ہماری اولین ترجیح ہے اور اس سلسلے میں تمام وسائل بروئے کار لائے جائیں گے ، اجلاس میں صوبائی وزرا اور اعلیٰ حکام نے شرکت کی اور مختلف امور پر تفصیلی غور کیا گیا ، عدالت نے کیس کی سماعت ملتوی کرتے ہوئے فریقین سے جواب طلب کر لیا ہے اور آئندہ سماعت پر	[715, 1297, 882, 1581]
article-text: طلب کر لیا ہے اور آئندہ سماعت پر تمام ریکارڈ پیش کرنے کی ہدایت کی گئی ، پولیس کے مطابق واقعے کی تحقیقات جاری ہیں اور ملزمان کی گرفتاری کے لئے چھاپے مارے جا رہے ہیں ، شہریوں نے مطالبہ کیا ہے کہ مسائل کے حل کے لئے فوری اقدامات کئے جائیں ، انتخابات کے حوالے سے الیکشن کمیشن نے شیڈول جاری کر دیا ہے ۔ حکومت نے ملک میں	[889, 530, 1056, 656]
baqiya-label: بقیہ	[1347, 822, 1403, 848]
continuation-number: 04	[1281, 1552, 1304, 1572]
continuation-block-44	[193, 28, 360, 245]
article-text: سلسلے میں تمام وسائل بروئے کار لائے جائیں گے ، اجلاس میں صوبائی وزرا اور اعلیٰ حکام نے شرکت کی اور مختلف امور پر تفصیلی غور کیا گیا ، عدالت نے کیس کی سماعت ملتوی کرتے ہوئے فریقین سے جواب طلب کر لیا ہے اور آئندہ سماعت پر تمام ریکارڈ پیش کرنے کی ہدایت کی گئی	[889, 1655, 1056, 1753]
continuation-header	[1063, 926, 1230, 954]
continuation-header	[367, 28, 534, 56]
continuation-block-60	[18, 1253, 186, 1384]
baqiya-label: بقیہ	[651, 1013, 707, 1039]
continuation-header	[1063, 1525, 1230, 1553]
continuation-block-16	[889, 498, 1056, 658]
continuation-number: 03	[1281, 1088, 1304, 1108]
continuation-block-32	[715, 1587, 882, 1689]
continuation-number: 62	[62, 1484, 86, 1504]
continuation-block-18	[889, 797, 1056, 985]
continuation-block-42	[367, 1005, 534, 1436]
article-text: سماعت پر تمام ریکارڈ پیش کرنے کی ہدایت کی گئی ، پولیس کے مطابق واقعے کی تحقیقات جاری ہیں اور ملزمان کی گرفتاری کے لئے چھاپے مارے جا رہے ہیں ، شہریوں نے مطالبہ کیا ہے کہ مسائل کے حل کے لئے فوری اقدامات کئے جائیں ، انتخابات کے حوالے سے الیکشن کمیشن نے شیڈول جاری کر دیا ہے ۔ حکومت نے ملک میں معاشی استحکام کے لئے اقدامات کا اعلان کیا ہے جبکہ وزیر اعظم نے کہا کہ عوام کو ریلیف فراہم کرنا ہماری اولین ترجیح ہے اور اس سلسلے میں تمام وسائل بروئے کار لائے جائیں	[541, 822, 708, 1006]
article-text: ، پولیس کے مطابق واقعے کی تحقیقات جاری ہیں اور ملزمان کی گرفتاری کے لئے چھاپے مارے جا رہے ہیں ، شہریوں نے مطالبہ کیا ہے کہ مسائل کے حل کے لئے فوری اقدامات کئے جائیں ، انتخابات کے حوالے سے الیکشن	[715, 60, 882, 143]
article-text: کئے جائیں ، انتخابات کے حوالے سے الیکشن کمیشن نے شیڈول جاری کر دیا ہے ۔ حکومت نے ملک میں معاشی استحکام کے لئے اقدامات کا اعلان کیا ہے جبکہ وزیر اعظم نے کہا کہ عوام کو ریلیف فراہم کرنا ہماری اولین ترجیح ہے اور اس سلسلے میں تمام وسائل بروئے کار لائے جائیں گے ، اجلاس میں صوبائی وزرا اور اعلیٰ حکام نے شرکت کی اور مختلف امور پر تفصیلی غور کیا گیا ، عدالت نے کیس کی سماعت ملتوی کرتے ہوئے فریقین سے جواب طلب کر لیا ہے اور آئندہ سماعت پر تمام ریکارڈ پیش کرنے کی ہدایت کی گئی ، پولیس کے مطابق واقعے کی تحقیقات جاری ہیں اور ملزمان کی گرفتاری کے لئے چھاپے مارے جا رہے ہیں ، شہریوں نے مطالبہ	[541, 60, 708, 286]
continuation-header	[18, 120, 186, 148]
column-4	[711, 24, 885, 2556]
continuation-header	[193, 1844, 360, 1872]
continuation-block-35	[541, 470, 708, 787]
baqiya-label: بقیہ	[303, 29, 359, 55]
continuation-block-53	[193, 1844, 360, 1975]
baqiya-label: بقیہ	[999, 663, 1055, 689]
article-text: ہے جبکہ وزیر اعظم نے کہا کہ عوام کو ریلیف فراہم کرنا ہماری اولین ترجیح ہے اور اس سلسلے میں تمام وسائل بروئے کار لائے جائیں گے ،	[18, 1420, 186, 1475]
continuation-number: 18	[933, 801, 956, 821]
continuation-number: 24	[759, 153, 782, 173]
article-text: مارے جا رہے ہیں ، شہریوں نے مطالبہ کیا ہے کہ مسائل کے حل کے لئے فوری اقدامات کئے جائیں ، انتخابات کے حوالے سے الیکشن کمیشن نے شیڈول جاری کر دیا ہے ۔ حکومت نے ملک میں معاشی استحکام کے لئے اقدامات کا اعلان کیا ہے جبکہ وزیر اعظم نے کہا کہ عوام کو ریلیف فراہم کرنا ہماری اولین ترجیح ہے اور اس سلسلے میں تمام وسائل بروئے کار	[1063, 452, 1230, 578]
continuation-number: 59	[62, 1093, 86, 1113]
article-text: کمیشن نے شیڈول جاری کر دیا ہے ۔ حکومت نے ملک میں معاشی استحکام کے لئے اقدامات کا اعلان کیا ہے جبکہ وزیر اعظم نے کہا کہ عوام کو ریلیف فراہم کرنا ہماری اولین ترجیح ہے اور اس سلسلے میں تمام وسائل بروئے کار لائے جائیں گے ، اجلاس میں صوبائی وزرا اور اعلیٰ حکام نے شرکت کی اور مختلف امور پر تفصیلی غور کیا گیا ، عدالت نے کیس	[715, 180, 882, 307]
continuation-block-62	[18, 1480, 186, 1768]
continuation-header	[18, 28, 186, 56]
continuation-number: 36	[585, 795, 608, 815]
column-1	[1233, 24, 1407, 2556]
continuation-header	[541, 1204, 708, 1232]
continuation-number: 02	[1281, 825, 1304, 845]
continuation-block-40	[367, 435, 534, 738]
baqiya-label: بقیہ	[1173, 585, 1229, 611]
continuation-header	[193, 668, 360, 696]
continuation-block-07	[1063, 28, 1230, 416]
continuation-block-41	[367, 741, 534, 1001]
continuation-block-25	[715, 312, 882, 443]
article-text: اور اس سلسلے میں تمام وسائل بروئے کار لائے جائیں گے ، اجلاس میں صوبائی وزرا اور اعلیٰ حکام نے شرکت کی اور مختلف امور پر تفصیلی غور کیا گیا ، عدالت نے کیس کی سماعت ملتوی کرتے ہوئے فریقین سے جواب طلب کر لیا ہے اور آئندہ سماعت پر تمام ریکارڈ پیش کرنے کی ہدایت کی گئی ، پولیس کے مطابق واقعے کی تحقیقات جاری ہیں اور ملزمان کی گرفتاری کے لئے چھاپے مارے جا رہے ہیں ، شہریوں نے مطالبہ کیا ہے کہ مسائل کے حل کے لئے فوری اقدامات کئے جائیں ، انتخابات کے حوالے سے الیکشن کمیشن نے شیڈول جاری کر دیا ہے ۔ حکومت نے ملک میں معاشی استحکام کے لئے اقدامات کا اعلان کیا ہے جبکہ وزیر اعظم نے کہا کہ عوام کو ریلیف فراہم کرنا ہماری اولین ترجیح ہے اور اس سلسلے میں تمام وسائل بروئے کار لائے جائیں گے ، اجلاس میں صوبائی وزرا اور اعلیٰ حکام نے شرکت کی اور مختلف امور پر تفصیلی غور کیا گیا ، عدالت نے کیس کی سماعت ملتوی کرتے ہوئے فریقین سے جواب طلب کر لیا ہے اور آئندہ سماعت پر تمام ریکارڈ پیش کرنے کی ہدایت کی گئی ، پولیس کے مطابق واقعے کی تحقیقات جاری ہیں اور ملزمان کی گرفتاری کے لئے چھاپے	[367, 60, 534, 429]
continuation-number: 58	[62, 787, 86, 807]
baqiya-label: بقیہ	[825, 868, 881, 894]
article-text: ہے ۔ حکومت نے ملک میں معاشی استحکام کے لئے اقدامات کا اعلان کیا ہے جبکہ وزیر اعظم نے کہا کہ عوام کو ریلیف فراہم کرنا ہماری اولین ترجیح ہے اور اس سلسلے میں تمام وسائل بروئے کار لائے جائیں گے ، اجلاس میں صوبائی وزرا اور اعلیٰ حکام نے شرکت کی اور مختلف امور پر	[1063, 822, 1230, 920]
article-text: کو ریلیف فراہم کرنا ہماری اولین ترجیح ہے اور اس سلسلے میں تمام وسائل بروئے کار لائے جائیں گے ، اجلاس میں صوبائی وزرا اور اعلیٰ حکام نے شرکت کی اور مختلف امور پر تفصیلی غور کیا گیا ، عدالت نے کیس کی سماعت ملتوی کرتے ہوئے فریقین سے جواب طلب کر لیا ہے اور آئندہ	[193, 1876, 360, 1973]
article-text: ہے جبکہ وزیر اعظم نے کہا کہ عوام کو ریلیف فراہم کرنا ہماری اولین ترجیح ہے اور اس سلسلے میں تمام وسائل بروئے کار لائے جائیں گے ، اجلاس میں صوبائی وزرا اور اعلیٰ حکام نے شرکت کی اور مختلف امور پر تفصیلی غور کیا گیا ، عدالت نے کیس کی سماعت ملتوی کرتے ہوئے فریقین سے جواب طلب کر لیا ہے اور آئندہ سماعت پر تمام ریکارڈ پیش کرنے کی ہدایت کی گئی ، پولیس کے مطابق واقعے کی تحقیقات جاری ہیں اور ملزمان کی گرفتاری کے لئے چھاپے مارے جا رہے ہیں ، شہریوں نے مطالبہ کیا ہے کہ مسائل کے حل کے لئے فوری اقدامات کئے جائیں ، انتخابات کے حوالے سے الیکشن کمیشن نے شیڈول جاری کر دیا ہے ۔ حکومت نے	[1237, 852, 1404, 1079]
continuation-number: 29	[759, 871, 782, 891]
continuation-header	[1063, 420, 1230, 448]
continuation-block-31	[715, 1266, 882, 1583]
continuation-block-26	[715, 448, 882, 608]
baqiya-label: بقیہ	[1173, 927, 1229, 953]
baqiya-label: بقیہ	[303, 669, 359, 695]
continuation-block-04	[1237, 1548, 1404, 1751]
continuation-number: 57	[62, 652, 86, 672]
continuation-number: 30	[759, 978, 782, 998]
continuation-header	[367, 741, 534, 769]
continuation-block-43	[367, 1440, 534, 1628]
continuation-number: 50	[237, 1386, 260, 1406]
baqiya-label: بقیہ	[129, 121, 185, 147]
continuation-header	[193, 441, 360, 469]
continuation-header	[1237, 1919, 1404, 1947]
article-text: کی سماعت ملتوی کرتے ہوئے فریقین سے جواب طلب کر لیا ہے اور آئندہ سماعت پر تمام ریکارڈ پیش کرنے کی ہدایت کی گئی ، پولیس کے مطابق واقعے کی تحقیقات جاری ہیں اور ملزمان کی گرفتاری کے لئے چھاپے مارے جا رہے ہیں ، شہریوں نے مطالبہ کیا ہے کہ مسائل کے حل کے لئے فوری اقدامات کئے جائیں ، انتخابات کے حوالے سے الیکشن کمیشن نے شیڈول جاری کر دیا ہے ۔ حکومت نے ملک میں معاشی استحکام کے لئے اقدامات کا	[367, 1472, 534, 1627]
continuation-number: 45	[237, 253, 260, 273]
continuation-number: 12	[1107, 1265, 1130, 1285]
continuation-block-54	[18, 28, 186, 116]
continuation-header	[889, 989, 1056, 1017]
continuation-header	[541, 791, 708, 819]
baqiya-label: بقیہ	[999, 1189, 1055, 1215]
continuation-block-57	[18, 648, 186, 779]
article-text: تفصیلی غور کیا گیا ، عدالت نے کیس کی سماعت ملتوی کرتے ہوئے فریقین سے جواب طلب کر لیا ہے اور آئندہ سماعت پر تمام ریکارڈ پیش کرنے کی ہدایت کی گئی ، پولیس کے مطابق واقعے کی تحقیقات جاری ہیں اور ملزمان کی گرفتاری کے لئے چھاپے مارے جا رہے ہیں ، شہریوں نے مطالبہ کیا ہے کہ مسائل کے حل کے لئے فوری اقدامات کئے جائیں ، انتخابات کے حوالے سے الیکشن کمیشن نے شیڈول جاری کر دیا ہے ۔ حکومت نے ملک میں معاشی استحکام کے لئے اقدامات کا اعلان کیا ہے جبکہ وزیر اعظم نے کہا کہ عوام کو ریلیف فراہم کرنا ہماری اولین ترجیح ہے اور اس سلسلے میں تمام وسائل بروئے کار لائے جائیں گے ، اجلاس میں صوبائی وزرا اور اعلیٰ حکام نے شرکت کی اور مختلف امور پر تفصیلی غور کیا گیا ، عدالت نے کیس کی سماعت ملتوی کرتے ہوئے فریقین سے جواب طلب کر لیا ہے اور آئندہ سماعت پر تمام ریکارڈ پیش کرنے کی ہدایت کی گئی	[1063, 957, 1230, 1255]
continuation-header	[193, 249, 360, 277]
baqiya-label: بقیہ	[1347, 1756, 1403, 1782]
continuation-header	[889, 335, 1056, 363]
continuation-header	[1063, 1261, 1230, 1289]
baqiya-label: بقیہ	[129, 649, 185, 675]
article-text: رہے ہیں ، شہریوں نے مطالبہ کیا ہے کہ مسائل کے حل کے لئے فوری اقدامات کئے جائیں ، انتخابات کے حوالے سے الیکشن کمیشن نے شیڈول جاری کر دیا ہے ۔ حکومت نے ملک میں معاشی استحکام کے لئے اقدامات کا اعلان کیا ہے جبکہ وزیر اعظم نے کہا کہ عوام کو ریلیف فراہم کرنا ہماری اولین ترجیح ہے اور اس سلسلے میں تمام وسائل بروئے کار لائے جائیں گے ، اجلاس میں صوبائی وزرا اور اعلیٰ حکام نے شرکت کی اور مختلف امور پر تفصیلی غور کیا گیا ، عدالت نے کیس کی سماعت ملتوی کرتے	[1237, 1580, 1404, 1749]
continuation-block-45	[193, 249, 360, 437]
article-text: حکومت نے ملک میں معاشی استحکام کے لئے اقدامات کا اعلان کیا ہے جبکہ وزیر اعظم نے کہا کہ عوام کو ریلیف فراہم کرنا ہماری اولین ترجیح ہے اور اس سلسلے میں تمام وسائل بروئے کار لائے جائیں گے ، اجلاس میں	[1237, 1950, 1404, 2034]
baqiya-label: بقیہ	[999, 1083, 1055, 1109]
continuation-block-03	[1237, 1084, 1404, 1544]
article-text: ، عدالت نے کیس کی سماعت ملتوی کرتے ہوئے فریقین سے جواب طلب کر لیا ہے اور آئندہ سماعت پر تمام ریکارڈ پیش کرنے کی ہدایت کی گئی ، پولیس کے مطابق واقعے کی تحقیقات جاری ہیں اور ملزمان کی گرفتاری کے لئے چھاپے مارے جا رہے ہیں ، شہریوں نے مطالبہ کیا ہے کہ مسائل کے حل کے لئے فوری اقدامات کئے جائیں ، انتخابات کے حوالے سے الیکشن کمیشن نے شیڈول جاری کر دیا ہے ۔ حکومت نے ملک میں معاشی استحکام کے لئے اقدامات کا اعلان کیا ہے جبکہ وزیر اعظم نے کہا کہ عوام کو ریلیف فراہم کرنا ہماری اولین ترجیح ہے اور اس سلسلے میں تمام وسائل بروئے کار لائے جائیں گے ، اجلاس میں صوبائی وزرا اور اعلیٰ حکام نے شرکت کی اور مختلف امور پر تفصیلی غور کیا گیا ، عدالت نے کیس کی سماعت ملتوی کرتے ہوئے فریقین سے جواب طلب کر لیا ہے اور آئندہ	[541, 501, 708, 785]
continuation-block-06	[1237, 1919, 1404, 2036]
continuation-block-61	[18, 1388, 186, 1476]
baqiya-label: بقیہ	[477, 742, 533, 768]
article-text: فراہم کرنا ہماری اولین ترجیح ہے اور اس سلسلے میں تمام وسائل بروئے کار لائے جائیں گے ، اجلاس میں صوبائی وزرا اور اعلیٰ حکام نے شرکت کی اور مختلف امور پر تفصیلی غور کیا گیا ، عدالت نے کیس کی سماعت ملتوی کرتے ہوئے فریقین سے جواب طلب کر لیا ہے اور آئندہ سماعت پر تمام ریکارڈ پیش کرنے کی ہدایت کی گئی ، پولیس کے مطابق واقعے کی	[18, 1121, 186, 1247]
continuation-number: 26	[759, 452, 782, 472]
baqiya-label: بقیہ	[1173, 792, 1229, 818]
continuation-number: 55	[62, 124, 86, 144]
baqiya-label: بقیہ	[825, 150, 881, 176]
article-text: امور پر تفصیلی غور کیا گیا ، عدالت نے کیس کی سماعت ملتوی کرتے ہوئے فریقین سے جواب طلب کر لیا ہے اور آئندہ سماعت پر تمام ریکارڈ پیش کرنے کی ہدایت کی گئی ، پولیس کے مطابق واقعے کی تحقیقات جاری ہیں اور ملزمان کی گرفتاری کے لئے چھاپے مارے جا رہے ہیں ، شہریوں	[715, 643, 882, 740]
continuation-number: 41	[411, 745, 434, 765]
continuation-block-27	[715, 611, 882, 742]
continuation-header	[715, 611, 882, 639]
continuation-number: 01	[1281, 32, 1304, 52]
baqiya-label: بقیہ	[651, 293, 707, 319]
continuation-block-58	[18, 783, 186, 1086]
baqiya-label: بقیہ	[129, 428, 185, 454]
article-text: کیا گیا ، عدالت نے کیس کی سماعت ملتوی کرتے ہوئے فریقین سے جواب طلب کر لیا ہے اور آئندہ سماعت پر تمام ریکارڈ پیش کرنے کی ہدایت کی گئی ، پولیس کے مطابق واقعے کی تحقیقات جاری ہیں اور ملزمان کی گرفتاری کے لئے چھاپے مارے جا رہے ہیں ، شہریوں نے مطالبہ کیا ہے	[193, 473, 360, 570]
baqiya-label: بقیہ	[1347, 29, 1403, 55]
continuation-block-11	[1063, 926, 1230, 1257]
continuation-block-59	[18, 1089, 186, 1249]
continuation-header	[18, 783, 186, 811]
article-text: نے مطالبہ کیا ہے کہ مسائل کے حل کے لئے فوری اقدامات کئے جائیں ، انتخابات کے حوالے سے الیکشن کمیشن نے شیڈول جاری کر دیا ہے ۔ حکومت نے ملک میں معاشی استحکام کے لئے اقدامات کا اعلان کیا ہے جبکہ	[715, 778, 882, 861]
article-text: سماعت پر تمام ریکارڈ پیش کرنے کی ہدایت کی گئی ، پولیس کے مطابق واقعے کی تحقیقات جاری ہیں اور ملزمان کی گرفتاری کے لئے چھاپے مارے جا رہے ہیں ، شہریوں نے مطالبہ کیا ہے کہ مسائل کے حل کے لئے	[1063, 1556, 1230, 1640]
baqiya-label: بقیہ	[303, 577, 359, 603]
baqiya-label: بقیہ	[303, 1753, 359, 1779]
baqiya-label: بقیہ	[999, 990, 1055, 1016]
continuation-number: 39	[411, 32, 434, 52]
baqiya-label: بقیہ	[129, 1254, 185, 1280]
continuation-block-38	[541, 1204, 708, 1321]
continuation-header	[1237, 1755, 1404, 1783]
baqiya-label: بقیہ	[477, 29, 533, 55]
baqiya-label: بقیہ	[477, 1441, 533, 1467]
continuation-header	[889, 662, 1056, 690]
continuation-header	[193, 975, 360, 1003]
article-text: لائے جائیں گے ، اجلاس میں صوبائی وزرا اور اعلیٰ حکام نے شرکت کی اور مختلف امور پر تفصیلی غور کیا گیا ، عدالت نے کیس کی سماعت ملتوی کرتے ہوئے فریقین سے جواب طلب کر لیا ہے اور آئندہ سماعت پر	[889, 1113, 1056, 1182]
continuation-block-21	[889, 1188, 1056, 1619]
article-text: ، پولیس کے مطابق واقعے کی تحقیقات جاری ہیں اور ملزمان کی گرفتاری کے لئے چھاپے مارے جا رہے ہیں ، شہریوں نے مطالبہ کیا ہے کہ مسائل کے حل کے لئے فوری اقدامات کئے جائیں ، انتخابات کے حوالے سے الیکشن کمیشن نے شیڈول جاری کر دیا ہے ۔ حکومت نے ملک میں معاشی استحکام کے لئے اقدامات کا اعلان کیا ہے جبکہ وزیر اعظم نے کہا کہ عوام کو ریلیف فراہم کرنا ہماری اولین ترجیح ہے اور اس سلسلے میں تمام وسائل بروئے کار لائے جائیں گے ، اجلاس میں صوبائی وزرا اور اعلیٰ حکام نے شرکت کی اور مختلف امور پر تفصیلی غور کیا گیا ، عدالت نے کیس کی سماعت ملتوی کرتے ہوئے فریقین سے جواب طلب کر لیا ہے اور آئندہ	[1063, 1292, 1230, 1519]
article-text: لائے جائیں گے ، اجلاس میں صوبائی وزرا اور اعلیٰ حکام نے شرکت کی اور مختلف امور پر تفصیلی غور کیا گیا ، عدالت نے کیس کی سماعت ملتوی کرتے ہوئے فریقین سے جواب طلب کر لیا ہے اور آئندہ سماعت پر تمام ریکارڈ پیش کرنے کی ہدایت کی گئی ، پولیس کے مطابق واقعے کی تحقیقات جاری ہیں اور ملزمان کی گرفتاری کے لئے چھاپے مارے جا رہے ہیں ، شہریوں نے مطالبہ کیا ہے کہ مسائل کے حل کے لئے فوری اقدامات کئے جائیں ، انتخابات کے حوالے سے الیکشن کمیشن نے شیڈول جاری کر دیا	[1063, 616, 1230, 785]
continuation-number: 33	[585, 32, 608, 52]
article-text: سماعت پر تمام ریکارڈ پیش کرنے کی ہدایت کی گئی ، پولیس کے مطابق واقعے کی تحقیقات جاری ہیں اور ملزمان کی گرفتاری کے لئے چھاپے مارے جا	[18, 60, 186, 114]
continuation-header	[193, 1382, 360, 1410]
continuation-block-51	[193, 1588, 360, 1748]
continuation-header	[1237, 1548, 1404, 1576]
continuation-number: 51	[237, 1592, 260, 1612]
continuation-header	[541, 28, 708, 56]
baqiya-label: بقیہ	[477, 436, 533, 462]
continuation-header	[1237, 821, 1404, 849]
article-text: کیا ہے کہ مسائل کے حل کے لئے فوری اقدامات کئے جائیں ، انتخابات کے حوالے سے الیکشن کمیشن نے شیڈول جاری کر دیا ہے ۔ حکومت نے ملک میں معاشی استحکام کے لئے اقدامات کا اعلان کیا ہے جبکہ وزیر اعظم نے کہا کہ عوام کو ریلیف فراہم کرنا ہماری اولین ترجیح ہے اور اس سلسلے میں تمام وسائل بروئے کار لائے جائیں گے ، اجلاس میں صوبائی وزرا اور اعلیٰ حکام نے شرکت کی اور مختلف امور پر تفصیلی غور کیا گیا	[541, 323, 708, 464]
continuation-number: 37	[585, 1016, 608, 1036]
baqiya-label: بقیہ	[303, 976, 359, 1002]
article-text: کی سماعت ملتوی کرتے ہوئے فریقین سے جواب طلب کر لیا ہے اور آئندہ سماعت پر تمام ریکارڈ پیش کرنے کی ہدایت کی گئی ، پولیس کے مطابق واقعے کی تحقیقات جاری ہیں اور ملزمان کی گرفتاری کے لئے چھاپے مارے جا رہے ہیں ، شہریوں نے مطالبہ کیا ہے کہ مسائل کے حل کے لئے	[715, 344, 882, 442]
continuation-header	[541, 292, 708, 320]
article-text: کمیشن نے شیڈول جاری کر دیا ہے ۔ حکومت نے ملک میں معاشی استحکام کے لئے اقدامات کا اعلان کیا ہے جبکہ وزیر اعظم نے کہا کہ عوام	[193, 1783, 360, 1838]
continuation-number: 10	[1107, 795, 1130, 815]
continuation-header	[18, 648, 186, 676]
article-text: اقدامات کا اعلان کیا ہے جبکہ وزیر اعظم نے کہا کہ عوام کو ریلیف فراہم کرنا ہماری اولین ترجیح ہے اور اس سلسلے میں تمام وسائل بروئے کار	[889, 1021, 1056, 1076]
continuation-number: 20	[933, 1086, 956, 1106]
continuation-header	[1237, 1084, 1404, 1112]
